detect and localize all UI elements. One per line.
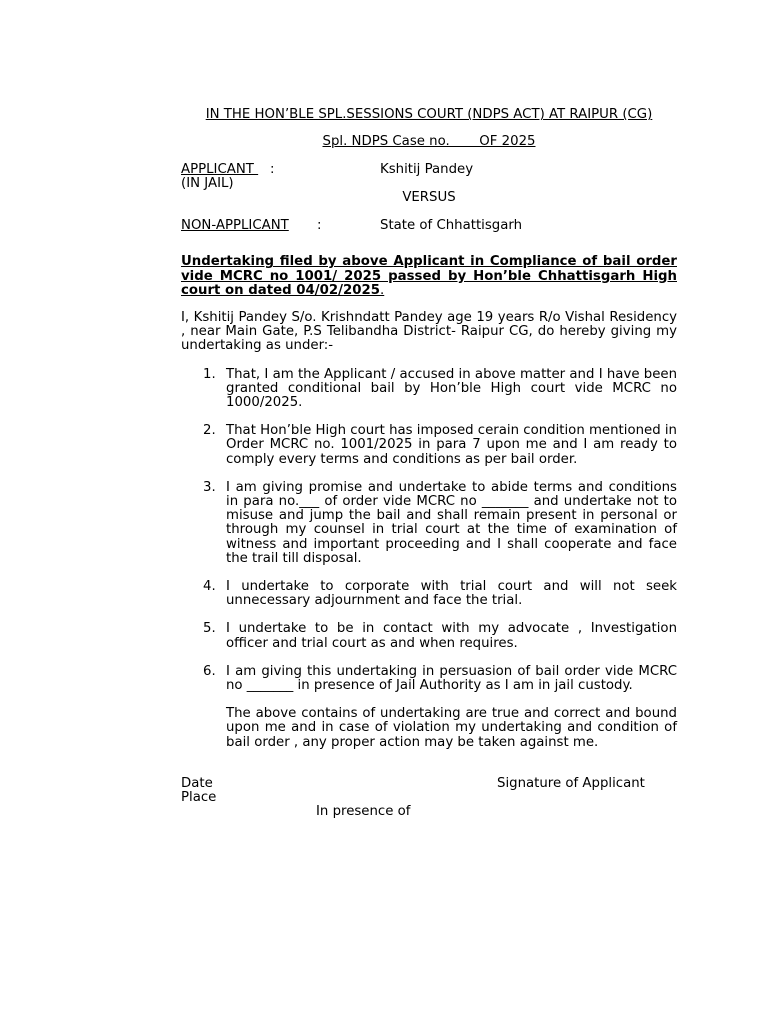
item-number: 4.	[203, 579, 216, 595]
heading-period: .	[380, 282, 385, 298]
item-number: 5.	[203, 621, 216, 637]
intro-paragraph: I, Kshitij Pandey S/o. Krishndatt Pandey age 19 years R/o Vishal Residency , near Main Gate, P.S Telibandha District- Raipur CG, do hereby giving my undertaking as under:-	[181, 310, 677, 354]
place-label: Place	[181, 789, 217, 805]
presence-label: In presence of	[316, 803, 411, 819]
list-item	[181, 424, 677, 467]
non-applicant-colon: :	[317, 218, 322, 234]
undertaking-heading	[181, 255, 677, 298]
list-item	[181, 665, 677, 693]
item-text: That Hon’ble High court has imposed cerain condition mentioned in Order MCRC no. 1001/2025 in para 7 upon me and I am ready to comply every terms and conditions as per bail order.	[226, 423, 677, 467]
closing-paragraph: The above contains of undertaking are true and correct and bound upon me and in case of violation my undertaking and condition of bail order , any proper action may be taken against me.	[226, 706, 677, 750]
undertaking-list	[181, 368, 677, 694]
list-item	[181, 622, 677, 650]
signature-label: Signature of Applicant	[497, 775, 645, 791]
date-signature-row	[181, 777, 677, 791]
item-text: I am giving this undertaking in persuasion of bail order vide MCRC no _______ in presence of Jail Authority as I am in jail custody.	[226, 663, 677, 694]
versus-text: VERSUS	[402, 190, 456, 206]
list-item	[181, 580, 677, 608]
applicant-status: (IN JAIL)	[181, 176, 234, 192]
item-text: I undertake to corporate with trial court and will not seek unnecessary adjournment and face the trial.	[226, 579, 677, 609]
item-number: 6.	[203, 663, 216, 679]
applicant-row	[181, 163, 677, 177]
date-label: Date	[181, 775, 213, 791]
non-applicant-name: State of Chhattisgarh	[380, 218, 523, 234]
item-text: I undertake to be in contact with my advocate , Investigation officer and trial court as and when requires.	[226, 621, 677, 651]
document-page	[181, 108, 677, 819]
applicant-label: APPLICANT	[181, 162, 259, 178]
non-applicant-label: NON-APPLICANT	[181, 218, 289, 234]
item-number: 2.	[203, 423, 216, 439]
list-item	[181, 368, 677, 411]
non-applicant-row	[181, 219, 677, 233]
list-item	[181, 481, 677, 566]
item-text: That, I am the Applicant / accused in above matter and I have been granted conditional bail by Hon’ble High court vide MCRC no 1000/2025.	[226, 366, 677, 411]
item-number: 1.	[203, 366, 216, 382]
item-number: 3.	[203, 479, 216, 495]
applicant-colon: :	[270, 162, 275, 178]
versus-label	[181, 191, 677, 205]
item-text: I am giving promise and undertake to abide terms and conditions in para no.___ of order vide MCRC no _______ and undertake not to misuse and jump the bail and shall remain present in personal or through my counsel in trial court at the time of examination of witness and important proceeding and I shall cooperate and face the trail till disposal.	[226, 479, 677, 566]
applicant-name: Kshitij Pandey	[380, 162, 474, 178]
case-number: Spl. NDPS Case no. OF 2025	[322, 134, 536, 150]
court-title: IN THE HON’BLE SPL.SESSIONS COURT (NDPS ACT) AT RAIPUR (CG)	[205, 107, 653, 122]
heading-text: Undertaking filed by above Applicant in Compliance of bail order vide MCRC no 1001/ 2025 passed by Hon’ble Chhattisgarh High court on dated 04/02/2025	[181, 254, 677, 298]
